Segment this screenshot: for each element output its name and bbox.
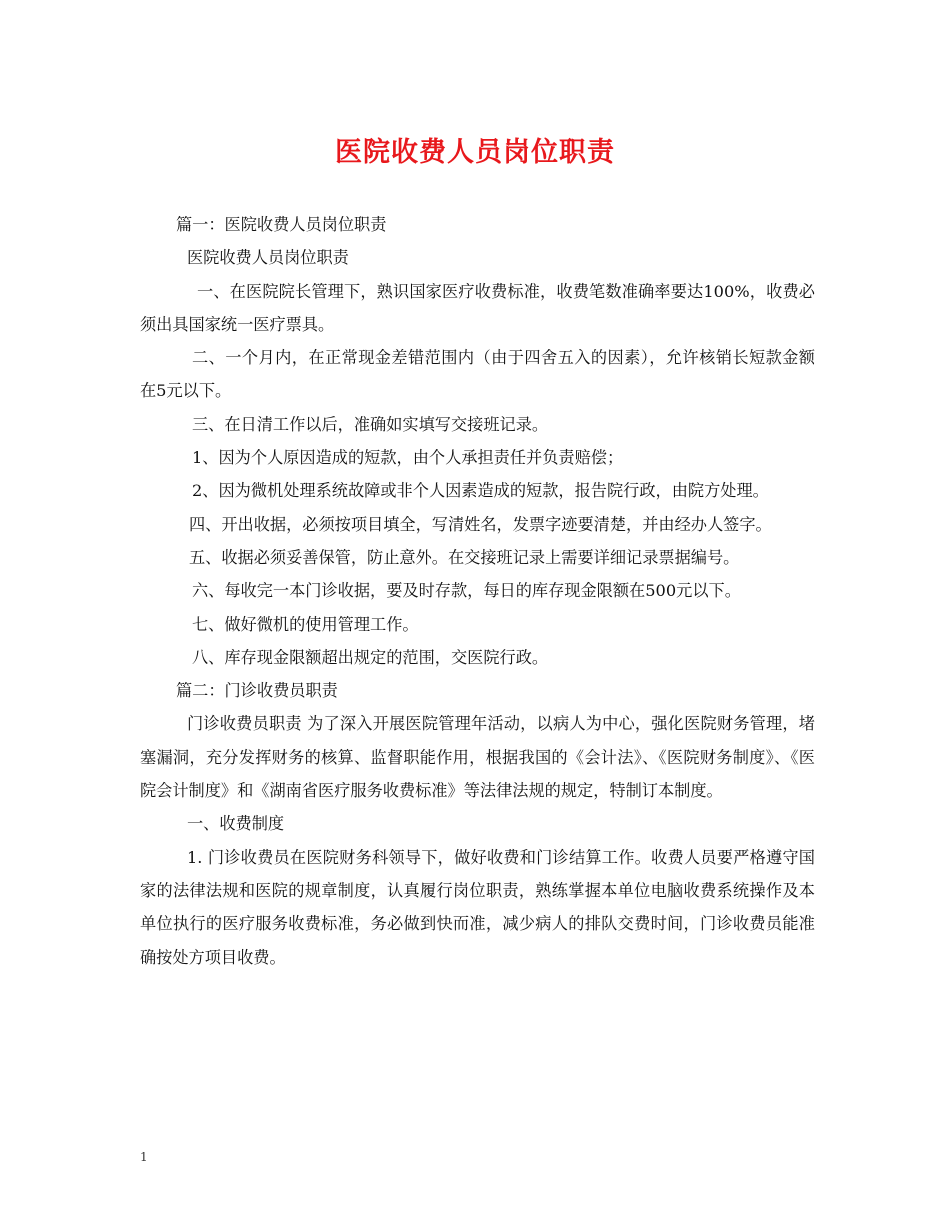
paragraph: 四、开出收据，必须按项目填全，写清姓名，发票字迹要清楚，并由经办人签字。: [189, 514, 772, 534]
paragraph: 2、因为微机处理系统故障或非个人因素造成的短款，报告院行政，由院方处理。: [192, 481, 769, 501]
page-title: 医院收费人员岗位职责: [335, 137, 615, 168]
paragraph: 一、在医院院长管理下，熟识国家医疗收费标准，收费笔数准确率要达100%，收费必须出具国家统一医疗票具。: [140, 281, 815, 334]
subsection-heading: 一、收费制度: [187, 814, 285, 834]
paragraph: 二、一个月内，在正常现金差错范围内（由于四舍五入的因素），允许核销长短款金额在5元以下。: [140, 348, 815, 401]
paragraph: 门诊收费员职责 为了深入开展医院管理年活动，以病人为中心，强化医院财务管理，堵塞漏洞，充分发挥财务的核算、监督职能作用，根据我国的《会计法》、《医院财务制度》、《医院会计制度》和《湖南省医疗服务收费标准》等法律法规的规定，特制订本制度。: [140, 714, 815, 801]
paragraph: 七、做好微机的使用管理工作。: [192, 614, 419, 634]
section-heading: 篇一：医院收费人员岗位职责: [176, 215, 387, 234]
paragraph: 三、在日清工作以后，准确如实填写交接班记录。: [192, 414, 549, 434]
paragraph: 五、收据必须妥善保管，防止意外。在交接班记录上需要详细记录票据编号。: [189, 547, 740, 567]
document-body: [140, 208, 815, 974]
paragraph: 1、因为个人原因造成的短款，由个人承担责任并负责赔偿；: [192, 448, 624, 468]
page-number: 1: [140, 1150, 148, 1164]
paragraph: 八、库存现金限额超出规定的范围，交医院行政。: [192, 647, 549, 667]
paragraph: 六、每收完一本门诊收据，要及时存款，每日的库存现金限额在500元以下。: [192, 581, 741, 601]
paragraph: 1. 门诊收费员在医院财务科领导下，做好收费和门诊结算工作。收费人员要严格遵守国家的法律法规和医院的规章制度，认真履行岗位职责，熟练掌握本单位电脑收费系统操作及本单位执行的医疗服务收费标准，务必做到快而准，减少病人的排队交费时间，门诊收费员能准确按处方项目收费。: [140, 847, 815, 967]
subsection-heading: 医院收费人员岗位职责: [187, 248, 349, 268]
section-heading: 篇二：门诊收费员职责: [176, 681, 338, 701]
